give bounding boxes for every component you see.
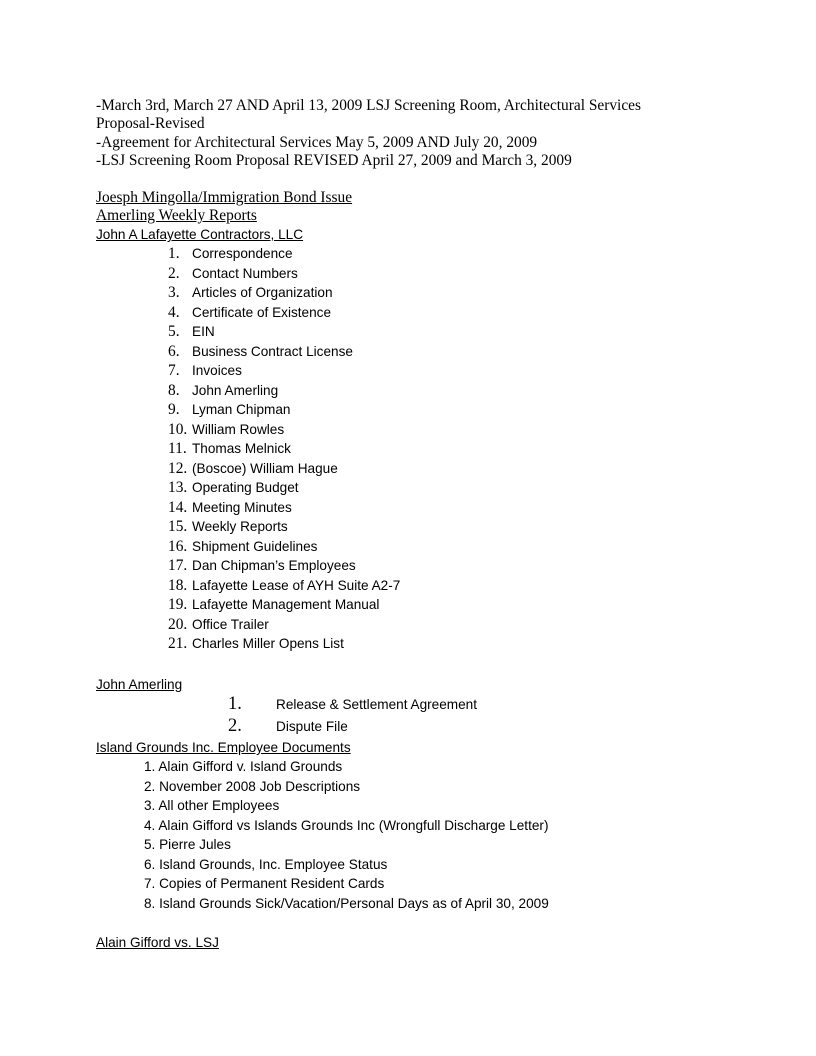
header-line: -LSJ Screening Room Proposal REVISED April 27, 2009 and March 3, 2009	[96, 152, 572, 169]
header-line: Proposal-Revised	[96, 115, 205, 132]
list-item	[168, 595, 400, 615]
item-label: Shipment Guidelines	[192, 538, 318, 554]
list-item	[168, 498, 400, 518]
list-item	[168, 361, 400, 381]
item-label: Release & Settlement Agreement	[276, 697, 477, 712]
section-heading-weekly-reports: Amerling Weekly Reports	[96, 207, 257, 224]
header-line: -Agreement for Architectural Services May 5, 2009 AND July 20, 2009	[96, 134, 538, 151]
list-item: 8. Island Grounds Sick/Vacation/Personal Days as of April 30, 2009	[144, 895, 549, 911]
item-label: Articles of Organization	[192, 285, 333, 300]
item-label: Meeting Minutes	[192, 499, 292, 515]
list-item	[168, 322, 400, 342]
item-label: Weekly Reports	[192, 519, 288, 534]
item-number: 15.	[168, 518, 188, 535]
list-item	[168, 517, 400, 537]
item-label: EIN	[192, 324, 215, 339]
section-heading-gifford: Alain Gifford vs. LSJ	[96, 935, 219, 950]
item-label: William Rowles	[192, 421, 285, 437]
item-number: 18.	[168, 576, 188, 594]
item-label: Dan Chipman’s Employees	[192, 558, 356, 573]
list-item	[168, 303, 400, 323]
list-item	[228, 694, 477, 716]
list-item	[168, 478, 400, 498]
item-number: 20.	[168, 615, 188, 633]
section-heading-immigration: Joesph Mingolla/Immigration Bond Issue	[96, 189, 353, 206]
list-item	[228, 716, 477, 738]
list-item: 3. All other Employees	[144, 798, 280, 813]
item-number: 7.	[168, 362, 180, 379]
item-label: Correspondence	[192, 246, 293, 261]
section-heading-island-grounds: Island Grounds Inc. Employee Documents	[96, 740, 351, 755]
section-heading-lafayette: John A Lafayette Contractors, LLC	[96, 227, 304, 242]
item-number: 12.	[168, 459, 188, 477]
item-number: 13.	[168, 479, 188, 496]
list-item	[168, 381, 400, 401]
item-number: 9.	[168, 401, 180, 418]
list-item: 2. November 2008 Job Descriptions	[144, 778, 361, 794]
list-item: 6. Island Grounds, Inc. Employee Status	[144, 856, 388, 872]
lafayette-list	[168, 244, 400, 654]
item-number: 19.	[168, 596, 188, 613]
list-item	[168, 420, 400, 440]
item-number: 5.	[168, 323, 180, 340]
item-label: Lafayette Lease of AYH Suite A2-7	[192, 577, 401, 593]
item-number: 6.	[168, 342, 180, 360]
section-heading-amerling: John Amerling	[96, 677, 183, 692]
item-label: Certificate of Existence	[192, 304, 332, 320]
list-item	[168, 459, 400, 479]
item-label: (Boscoe) William Hague	[192, 460, 338, 476]
item-number: 4.	[168, 303, 180, 321]
item-label: Lyman Chipman	[192, 402, 291, 417]
item-label: Thomas Melnick	[192, 441, 291, 456]
item-number: 2.	[168, 264, 180, 282]
list-item	[168, 537, 400, 557]
list-item	[168, 264, 400, 284]
item-number: 1.	[168, 245, 180, 262]
island-grounds-list	[144, 757, 549, 913]
item-label: Invoices	[192, 363, 242, 378]
item-label: Office Trailer	[192, 616, 269, 632]
item-number: 14.	[168, 498, 188, 516]
list-item	[168, 283, 400, 303]
item-label: Business Contract License	[192, 343, 353, 359]
list-item	[168, 342, 400, 362]
amerling-list	[228, 694, 477, 738]
list-item	[168, 244, 400, 264]
item-number: 21.	[168, 635, 188, 652]
list-item	[168, 615, 400, 635]
item-number: 1.	[228, 694, 242, 714]
item-number: 2.	[228, 716, 242, 736]
item-label: Operating Budget	[192, 480, 299, 495]
item-number: 17.	[168, 557, 188, 574]
item-label: Dispute File	[276, 719, 348, 734]
item-label: Charles Miller Opens List	[192, 636, 344, 651]
item-label: John Amerling	[192, 382, 279, 398]
list-item	[168, 400, 400, 420]
item-label: Contact Numbers	[192, 265, 298, 281]
list-item: 4. Alain Gifford vs Islands Grounds Inc (Wrongfull Discharge Letter)	[144, 817, 549, 833]
list-item: 5. Pierre Jules	[144, 837, 231, 852]
item-number: 3.	[168, 284, 180, 301]
item-number: 16.	[168, 537, 188, 555]
list-item	[168, 556, 400, 576]
list-item	[168, 634, 400, 654]
list-item	[168, 576, 400, 596]
list-item: 1. Alain Gifford v. Island Grounds	[144, 759, 343, 774]
item-label: Lafayette Management Manual	[192, 597, 380, 612]
header-line: -March 3rd, March 27 AND April 13, 2009 LSJ Screening Room, Architectural Services	[96, 97, 641, 114]
item-number: 8.	[168, 381, 180, 399]
list-item	[168, 439, 400, 459]
list-item: 7. Copies of Permanent Resident Cards	[144, 876, 385, 891]
item-number: 11.	[168, 440, 187, 457]
item-number: 10.	[168, 420, 188, 438]
